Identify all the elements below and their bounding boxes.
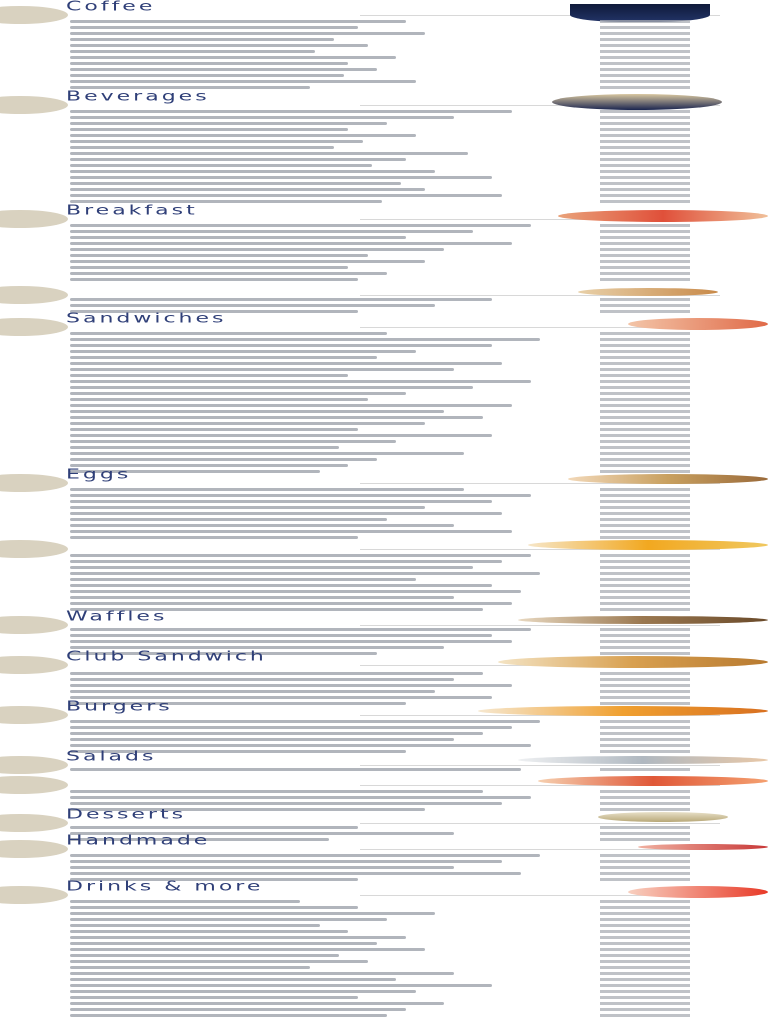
section-image	[578, 288, 718, 296]
section-item-lines	[70, 768, 550, 778]
section-image	[628, 318, 768, 330]
section-title: Desserts	[66, 806, 187, 823]
section-price-lines	[600, 768, 690, 774]
section-bullet	[0, 756, 68, 774]
section-image	[638, 844, 768, 850]
section-image	[528, 540, 768, 550]
section-image	[558, 210, 768, 222]
section-image	[628, 886, 768, 898]
section-item-lines	[70, 224, 550, 288]
section-item-lines	[70, 20, 550, 98]
section-price-lines	[600, 224, 690, 284]
section-price-lines	[600, 826, 690, 844]
section-bullet	[0, 6, 68, 24]
section-title: Burgers	[66, 698, 173, 715]
section-price-lines	[600, 720, 690, 756]
section-image	[568, 474, 768, 484]
section-item-lines	[70, 488, 550, 544]
section-bullet	[0, 656, 68, 674]
section-price-lines	[600, 672, 690, 708]
section-bullet	[0, 474, 68, 492]
section-title: Drinks & more	[66, 878, 264, 895]
section-image	[518, 756, 768, 764]
section-image	[552, 94, 722, 110]
section-price-lines	[600, 854, 690, 884]
section-image	[478, 706, 768, 716]
section-item-lines	[70, 900, 550, 1026]
section-bullet	[0, 886, 68, 904]
section-title: Club Sandwich	[66, 648, 267, 665]
section-bullet	[0, 814, 68, 832]
section-title: Salads	[66, 748, 157, 765]
section-bullet	[0, 616, 68, 634]
section-item-lines	[70, 332, 550, 480]
section-price-lines	[600, 790, 690, 814]
section-image	[498, 656, 768, 668]
section-price-lines	[600, 20, 690, 92]
section-bullet	[0, 96, 68, 114]
section-price-lines	[600, 488, 690, 542]
section-title: Beverages	[66, 88, 210, 105]
section-title: Handmade	[66, 832, 211, 849]
section-price-lines	[600, 298, 690, 316]
section-item-lines	[70, 110, 550, 216]
section-bullet	[0, 706, 68, 724]
section-bullet	[0, 540, 68, 558]
section-title: Eggs	[66, 466, 132, 483]
section-price-lines	[600, 554, 690, 614]
section-price-lines	[600, 332, 690, 476]
section-title: Coffee	[66, 0, 156, 15]
section-divider	[360, 823, 720, 824]
section-bullet	[0, 840, 68, 858]
section-divider	[360, 765, 720, 766]
section-title: Sandwiches	[66, 310, 227, 327]
section-bullet	[0, 318, 68, 336]
section-bullet	[0, 286, 68, 304]
section-bullet	[0, 210, 68, 228]
section-image	[518, 616, 768, 624]
section-divider	[360, 625, 720, 626]
section-title: Waffles	[66, 608, 168, 625]
section-image	[538, 776, 768, 786]
section-price-lines	[600, 110, 690, 206]
section-image	[598, 812, 728, 822]
section-price-lines	[600, 628, 690, 658]
section-bullet	[0, 776, 68, 794]
section-title: Breakfast	[66, 202, 198, 219]
section-price-lines	[600, 900, 690, 1020]
